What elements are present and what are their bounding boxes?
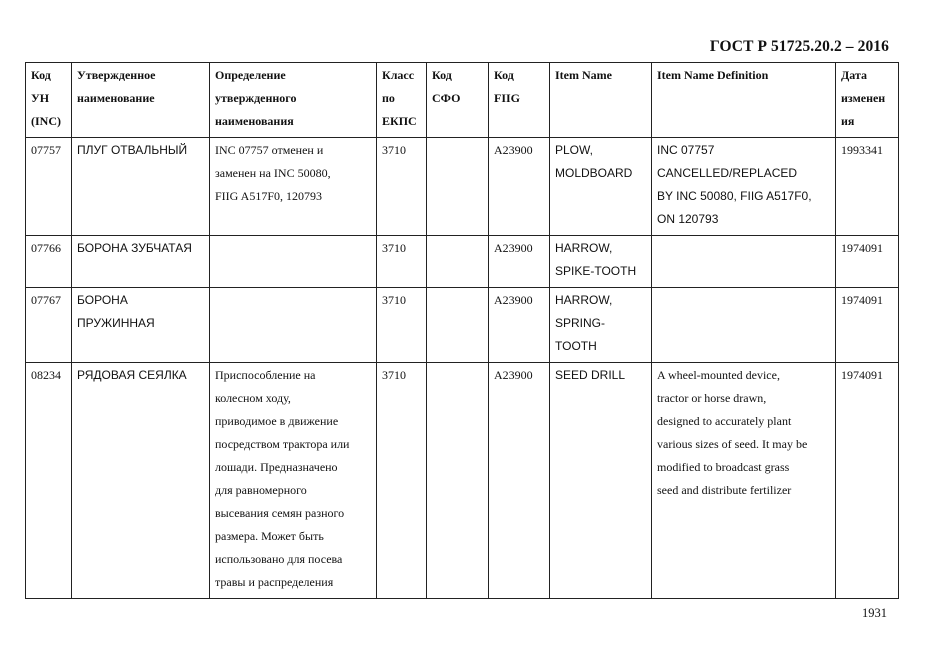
cell-fiig: A23900	[489, 138, 550, 236]
cell-code: 07766	[26, 236, 72, 288]
cell-code: 07757	[26, 138, 72, 236]
cell-item-name: HARROW, SPIKE-TOOTH	[550, 236, 652, 288]
cell-class: 3710	[377, 138, 427, 236]
cell-item-name: SEED DRILL	[550, 363, 652, 599]
cell-code: 07767	[26, 288, 72, 363]
document-title: ГОСТ Р 51725.20.2 – 2016	[709, 38, 889, 55]
cell-definition: INC 07757 отменен и заменен на INC 50080, FIIG A517F0, 120793	[210, 138, 377, 236]
cell-item-definition	[652, 288, 836, 363]
cell-fiig: A23900	[489, 363, 550, 599]
table-row	[26, 288, 899, 363]
cell-class: 3710	[377, 288, 427, 363]
cell-item-definition: INC 07757 CANCELLED/REPLACED BY INC 50080, FIIG A517F0, ON 120793	[652, 138, 836, 236]
cell-class: 3710	[377, 363, 427, 599]
header-class: Класс по ЕКПС	[377, 63, 427, 138]
cell-sfo	[427, 288, 489, 363]
cell-class: 3710	[377, 236, 427, 288]
header-inc-code: Код УН (INC)	[26, 63, 72, 138]
cell-sfo	[427, 236, 489, 288]
cell-definition	[210, 288, 377, 363]
cell-approved-name: БОРОНА ПРУЖИННАЯ	[72, 288, 210, 363]
cell-approved-name: БОРОНА ЗУБЧАТАЯ	[72, 236, 210, 288]
cell-sfo	[427, 363, 489, 599]
table-row	[26, 363, 899, 599]
cell-approved-name: ПЛУГ ОТВАЛЬНЫЙ	[72, 138, 210, 236]
cell-date: 1974091	[836, 236, 899, 288]
cell-approved-name: РЯДОВАЯ СЕЯЛКА	[72, 363, 210, 599]
page-number: 1931	[862, 606, 887, 620]
cell-definition: Приспособление на колесном ходу, приводимое в движение посредством трактора или лошади. Предназначено для равномерного высевания семян разного размера. Может быть использовано для посева травы и распределения	[210, 363, 377, 599]
header-definition: Определение утвержденного наименования	[210, 63, 377, 138]
cell-item-name: PLOW, MOLDBOARD	[550, 138, 652, 236]
header-item-name: Item Name	[550, 63, 652, 138]
cell-item-name: HARROW, SPRING- TOOTH	[550, 288, 652, 363]
cell-date: 1974091	[836, 288, 899, 363]
cell-item-definition	[652, 236, 836, 288]
header-fiig-code: Код FIIG	[489, 63, 550, 138]
cell-fiig: A23900	[489, 288, 550, 363]
inc-table	[25, 62, 899, 599]
cell-date: 1974091	[836, 363, 899, 599]
cell-definition	[210, 236, 377, 288]
header-approved-name: Утвержденное наименование	[72, 63, 210, 138]
cell-date: 1993341	[836, 138, 899, 236]
cell-sfo	[427, 138, 489, 236]
header-sfo-code: Код СФО	[427, 63, 489, 138]
cell-item-definition: A wheel-mounted device, tractor or horse drawn, designed to accurately plant various sizes of seed. It may be modified to broadcast grass seed and distribute fertilizer	[652, 363, 836, 599]
header-row	[26, 63, 899, 138]
header-item-name-definition: Item Name Definition	[652, 63, 836, 138]
cell-fiig: A23900	[489, 236, 550, 288]
table-row	[26, 138, 899, 236]
cell-code: 08234	[26, 363, 72, 599]
header-change-date: Дата изменен ия	[836, 63, 899, 138]
table-row	[26, 236, 899, 288]
